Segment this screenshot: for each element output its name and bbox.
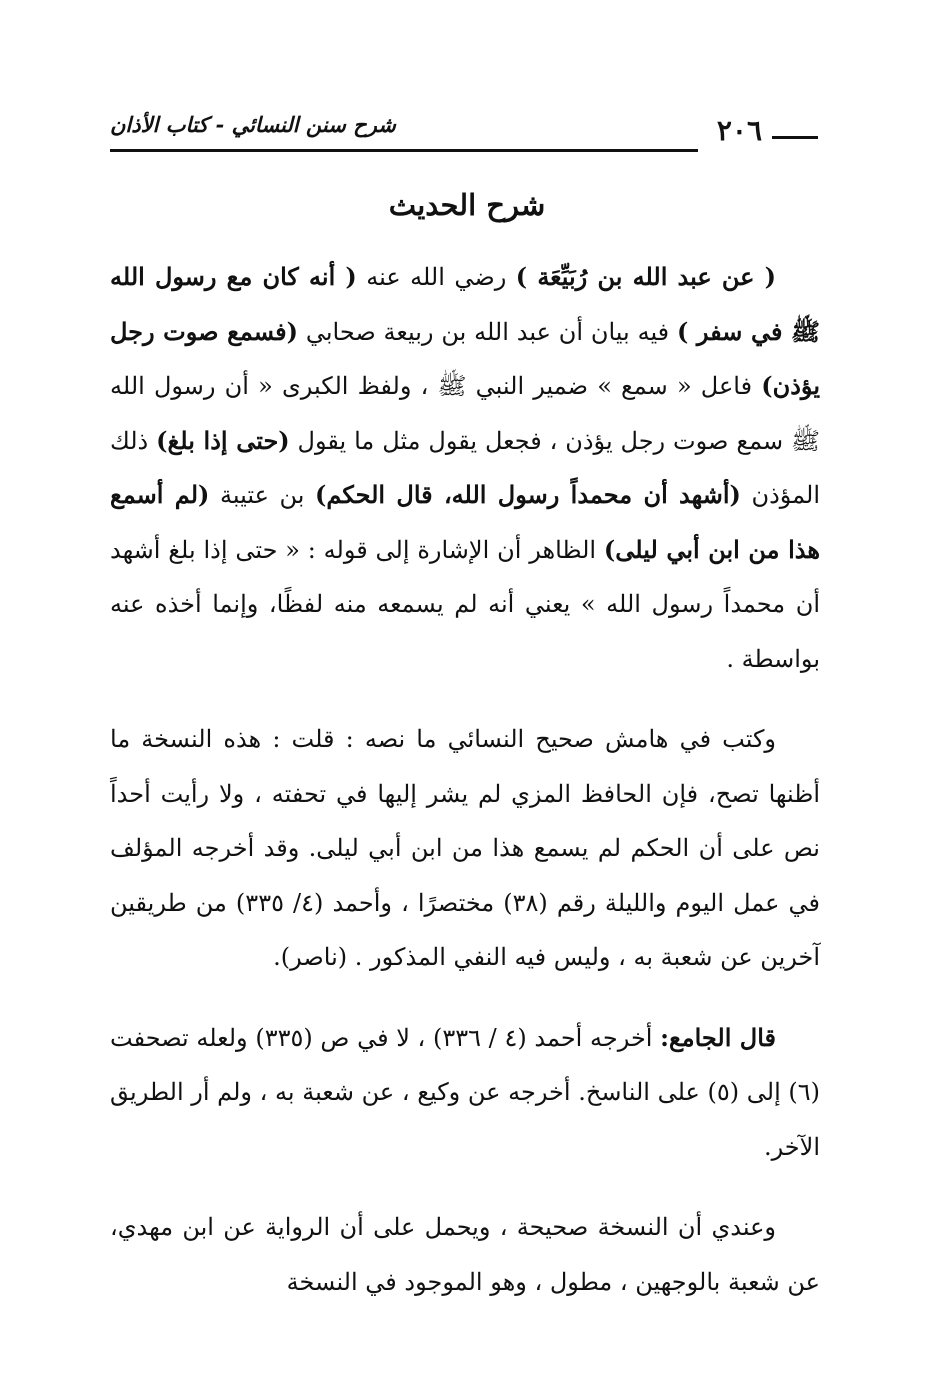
commentary-text: ذلك المؤذن (110, 426, 821, 509)
hadith-quote: ( أنه كان مع رسول الله ﷺ في سفر ) (110, 262, 821, 346)
commentary-text: الظاهر أن الإشارة إلى قوله : « حتى إذا بلغ أشهد أن محمداً رسول الله » يعني أنه لم يسمعه منه لفظًا، وإنما أخذه عنه بواسطة . (110, 535, 820, 673)
commentary-text: فاعل « سمع » ضمير النبي ﷺ ، ولفظ الكبرى « أن رسول الله ﷺ سمع صوت رجل يؤذن ، فجعل يقول مثل ما يقول (110, 372, 820, 455)
paragraph-4: وعندي أن النسخة صحيحة ، ويحمل على أن الرواية عن ابن مهدي، عن شعبة بالوجهين ، مطول ، وهو الموجود في النسخة (110, 1213, 820, 1296)
commentary-text: أخرجه أحمد (٤ / ٣٣٦) ، لا في ص (٣٣٥) ولعله تصحفت (٦) إلى (٥) على الناسخ. أخرجه عن وكيع ، عن شعبة به ، ولم أر الطريق الآخر. (110, 1023, 821, 1161)
hadith-quote: (فسمع صوت رجل يؤذن) (110, 316, 820, 400)
hadith-quote: (لم أسمع هذا من ابن أبي ليلى) (110, 480, 820, 564)
running-title: شرح سنن النسائي - كتاب الأذان (110, 112, 396, 137)
body-text (110, 250, 820, 1309)
commentary-text: رضي الله عنه (356, 263, 516, 291)
hadith-quote: (حتى إذا بلغ) (156, 425, 290, 455)
paragraph-2: وكتب في هامش صحيح النسائي ما نصه : قلت : هذه النسخة ما أظنها تصح، فإن الحافظ المزي لم يشر إليها في تحفته ، ولا رأيت أحداً نص على أن الحكم لم يسمع هذا من ابن أبي ليلى. وقد أخرجه المؤلف في عمل اليوم والليلة رقم (٣٨) مختصرًا ، وأحمد (٤/ ٣٣٥) من طريقين آخرين عن شعبة به ، وليس فيه النفي المذكور . (ناصر). (110, 725, 821, 971)
paragraph-1 (110, 250, 820, 686)
paragraph-3 (110, 1011, 820, 1175)
hadith-quote: ( عن عبد الله بن رُبَيِّعَة ) (515, 262, 776, 291)
header-rule (110, 149, 698, 152)
paragraph-lead: قال الجامع: (660, 1022, 777, 1052)
header-dash (772, 136, 818, 139)
hadith-quote: (أشهد أن محمداً رسول الله، قال الحكم) (315, 480, 741, 509)
commentary-text: بن عتيبة (209, 481, 316, 509)
page-header (110, 112, 818, 154)
section-title: شرح الحديث (388, 188, 546, 222)
commentary-text: فيه بيان أن عبد الله بن ربيعة صحابي (298, 317, 677, 346)
page-number: ٢٠٦ (716, 114, 762, 147)
